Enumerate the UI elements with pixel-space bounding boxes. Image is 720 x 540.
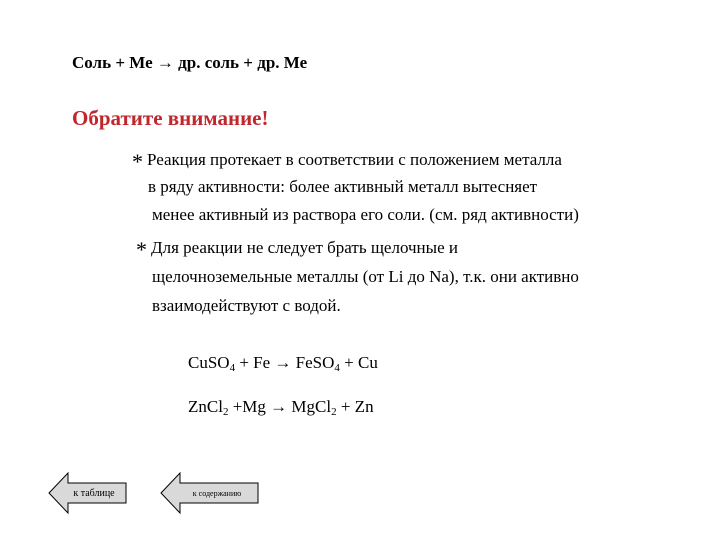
to-table-label: к таблице — [73, 487, 115, 499]
to-contents-button[interactable] — [160, 472, 260, 514]
attention-heading: Обратите внимание! — [72, 106, 269, 130]
bullet2-line2: щелочноземельные металлы (от Li до Na), т.к. они активно — [152, 267, 579, 286]
to-contents-label: к содержанию — [192, 488, 242, 498]
bullet-marker: * — [132, 149, 143, 174]
slide-title: Соль + Ме → др. соль + др. Ме — [72, 53, 308, 72]
bullet1-line3: менее активный из раствора его соли. (см. ряд активности) — [152, 205, 579, 224]
bullet2-line1 — [136, 233, 458, 262]
to-table-button[interactable] — [48, 472, 128, 514]
bullet1-text1: Реакция протекает в соответствии с положением металла — [147, 150, 562, 169]
bullet1-line2: в ряду активности: более активный металл вытесняет — [148, 177, 538, 196]
bullet2-text1: Для реакции не следует брать щелочные и — [151, 238, 458, 257]
bullet-marker: * — [136, 237, 147, 262]
equation-cuso4-fe: CuSO$_4$ + Fe → FeSO$_4$ + Cu — [188, 353, 378, 374]
bullet2-line3: взаимодействуют с водой. — [152, 296, 341, 315]
equation-zncl2-mg: ZnCl$_2$ +Mg → MgCl$_2$ + Zn — [188, 397, 374, 418]
bullet1-line1 — [132, 145, 562, 174]
